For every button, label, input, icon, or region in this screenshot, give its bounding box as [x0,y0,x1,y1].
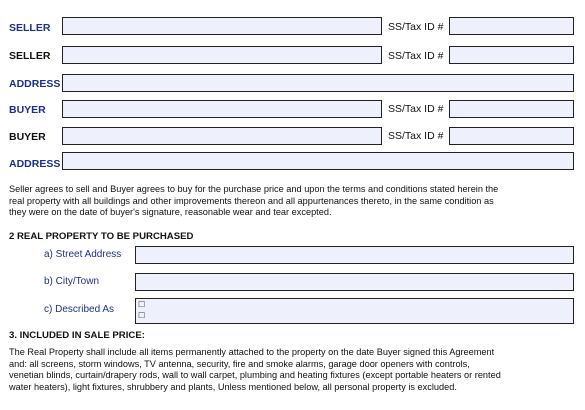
seller-1-name-field[interactable] [62,17,382,35]
included-items-paragraph [9,347,581,393]
buyer-1-name-field[interactable] [62,100,382,118]
buyer-address-field[interactable] [62,152,574,170]
seller-2-tax-id-field[interactable] [449,46,574,64]
agreement-line: they were on the date of buyer's signature, reasonable wear and tear excepted. [9,207,332,218]
street-address-label: a) Street Address [44,249,122,260]
buyer-address-label: ADDRESS [9,158,61,170]
checkbox-2[interactable]: ☐ [138,311,146,320]
seller-2-name-field[interactable] [62,46,382,64]
included-line: The Real Property shall include all items permanently attached to the property on the date Buyer signed this Agreement [9,347,495,357]
buyer-2-label: BUYER [9,131,46,143]
section-3-heading: 3. INCLUDED IN SALE PRICE: [9,330,145,341]
seller-address-field[interactable] [62,74,574,92]
buyer-2-tax-id-field[interactable] [449,127,574,145]
described-as-label: c) Described As [44,304,115,315]
seller-1-tax-id-field[interactable] [449,17,574,35]
agreement-line: Seller agrees to sell and Buyer agrees to buy for the purchase price and upon the terms and conditions stated herein the [9,184,499,194]
buyer-2-tax-id-label: SS/Tax ID # [388,130,444,142]
seller-1-tax-id-label: SS/Tax ID # [388,21,444,33]
checkbox-1[interactable]: ☐ [138,300,146,309]
agreement-line: real property with all buildings and other improvements thereon and all appurtenances thereto, in the same condition as [9,195,494,206]
seller-2-tax-id-label: SS/Tax ID # [388,50,444,62]
city-town-field[interactable] [135,273,574,291]
seller-2-label: SELLER [9,50,51,62]
included-line: and: all screens, storm windows, TV antenna, security, fire and smoke alarms, garage door openers with controls, [9,358,470,369]
included-line: venetian blinds, curtain/drapery rods, wall to wall carpet, plumbing and heating fixtures (except portable heaters or rented [9,370,501,381]
city-town-label: b) City/Town [44,276,100,287]
described-as-field[interactable] [135,298,574,324]
buyer-1-tax-id-label: SS/Tax ID # [388,103,444,115]
buyer-2-name-field[interactable] [62,127,382,145]
section-2-heading: 2 REAL PROPERTY TO BE PURCHASED [9,231,194,242]
seller-address-label: ADDRESS [9,78,61,90]
seller-1-label: SELLER [9,22,51,34]
agreement-paragraph [9,184,579,219]
buyer-1-tax-id-field[interactable] [449,100,574,118]
street-address-field[interactable] [135,246,574,264]
buyer-1-label: BUYER [9,104,46,116]
included-line: water heaters), light fixtures, shrubbery and plants, Unless mentioned below, all personal property is excluded. [9,381,457,392]
